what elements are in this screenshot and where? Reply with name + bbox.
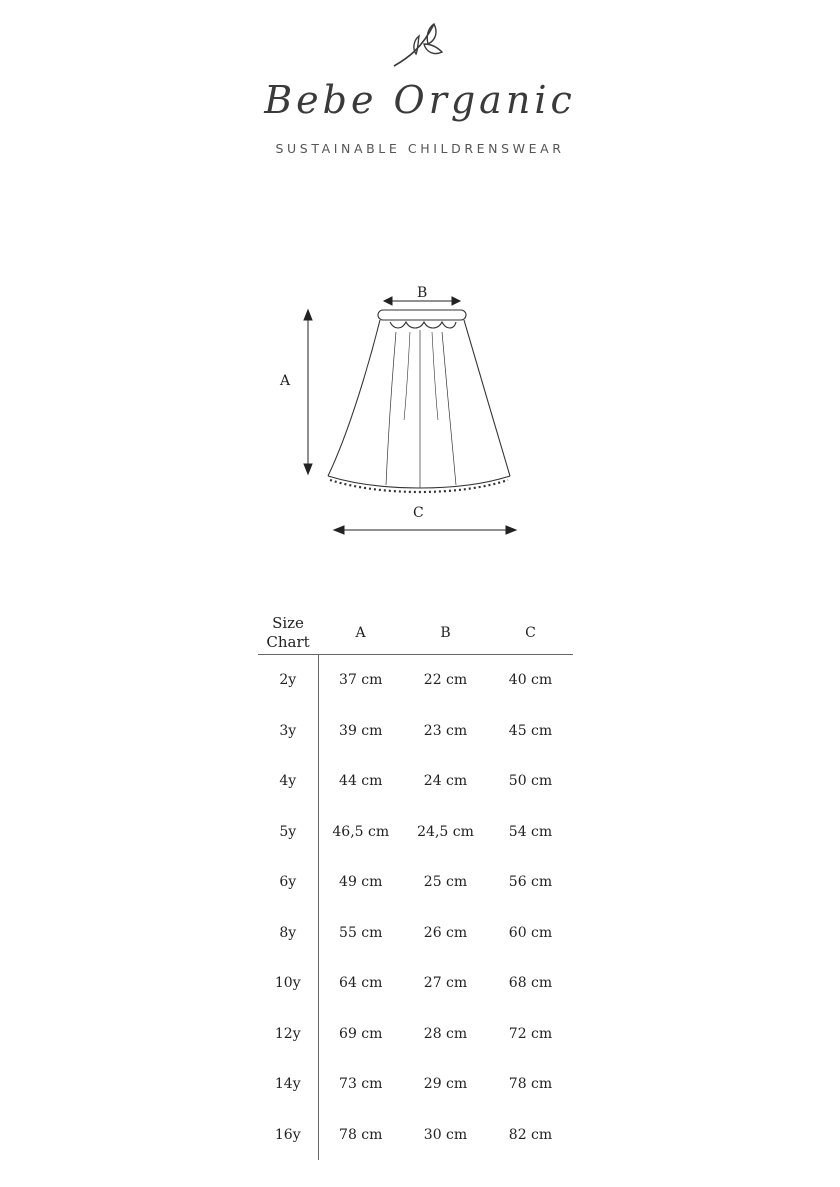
cell-a: 55 cm <box>339 924 383 941</box>
table-row <box>258 655 573 706</box>
size-chart-corner-line2: Chart <box>266 633 310 651</box>
brand-tagline: SUSTAINABLE CHILDRENSWEAR <box>275 141 565 156</box>
cell-c: 60 cm <box>508 924 553 941</box>
cell-a: 39 cm <box>339 722 383 739</box>
cell-b: 29 cm <box>423 1076 468 1093</box>
label-a: A <box>280 373 291 389</box>
cell-c: 40 cm <box>508 672 553 689</box>
cell-b: 28 cm <box>423 1025 468 1042</box>
brand-name: Bebe Organic <box>264 78 576 122</box>
size-chart-header-row <box>258 612 573 655</box>
label-c: C <box>413 505 424 521</box>
table-row <box>258 857 573 908</box>
cell-c: 54 cm <box>508 823 553 840</box>
cell-c: 82 cm <box>508 1126 553 1143</box>
cell-a: 69 cm <box>339 1025 383 1042</box>
cell-b: 26 cm <box>423 924 468 941</box>
leaf-logo-icon <box>388 14 450 74</box>
size-chart-corner-label <box>258 612 318 655</box>
label-b: B <box>417 285 428 301</box>
cell-b: 22 cm <box>423 672 468 689</box>
cell-c: 45 cm <box>508 722 553 739</box>
table-row <box>258 1110 573 1161</box>
cell-b: 24 cm <box>423 773 468 790</box>
column-header-a: A <box>355 625 366 641</box>
size-cell: 12y <box>258 1009 318 1060</box>
table-row <box>258 908 573 959</box>
cell-b: 30 cm <box>423 1126 468 1143</box>
table-row <box>258 756 573 807</box>
size-cell: 8y <box>258 908 318 959</box>
table-row <box>258 1059 573 1110</box>
cell-a: 46,5 cm <box>332 823 390 840</box>
size-cell: 16y <box>258 1110 318 1161</box>
size-cell: 10y <box>258 958 318 1009</box>
size-cell: 2y <box>258 655 318 706</box>
cell-a: 78 cm <box>339 1126 383 1143</box>
column-header-c: C <box>525 625 536 641</box>
cell-a: 49 cm <box>339 874 383 891</box>
cell-c: 72 cm <box>508 1025 553 1042</box>
size-cell: 14y <box>258 1059 318 1110</box>
size-chart-corner-line1: Size <box>272 614 304 632</box>
table-row <box>258 1009 573 1060</box>
cell-b: 23 cm <box>423 722 468 739</box>
cell-a: 64 cm <box>339 975 383 992</box>
skirt-outline <box>328 310 510 492</box>
cell-a: 44 cm <box>339 773 383 790</box>
size-cell: 5y <box>258 807 318 858</box>
size-cell: 3y <box>258 706 318 757</box>
size-cell: 4y <box>258 756 318 807</box>
cell-c: 68 cm <box>508 975 553 992</box>
cell-c: 50 cm <box>508 773 553 790</box>
measure-a-arrow <box>304 310 312 474</box>
table-row <box>258 807 573 858</box>
table-row <box>258 706 573 757</box>
cell-b: 25 cm <box>423 874 468 891</box>
cell-a: 73 cm <box>339 1076 383 1093</box>
size-chart-table <box>258 612 573 1160</box>
cell-a: 37 cm <box>339 672 383 689</box>
cell-b: 24,5 cm <box>417 823 474 840</box>
size-cell: 6y <box>258 857 318 908</box>
cell-c: 56 cm <box>508 874 553 891</box>
cell-b: 27 cm <box>423 975 468 992</box>
cell-c: 78 cm <box>508 1076 553 1093</box>
measure-c-arrow <box>334 526 516 534</box>
skirt-measurement-diagram <box>270 280 530 544</box>
column-header-b: B <box>440 625 451 641</box>
table-row <box>258 958 573 1009</box>
